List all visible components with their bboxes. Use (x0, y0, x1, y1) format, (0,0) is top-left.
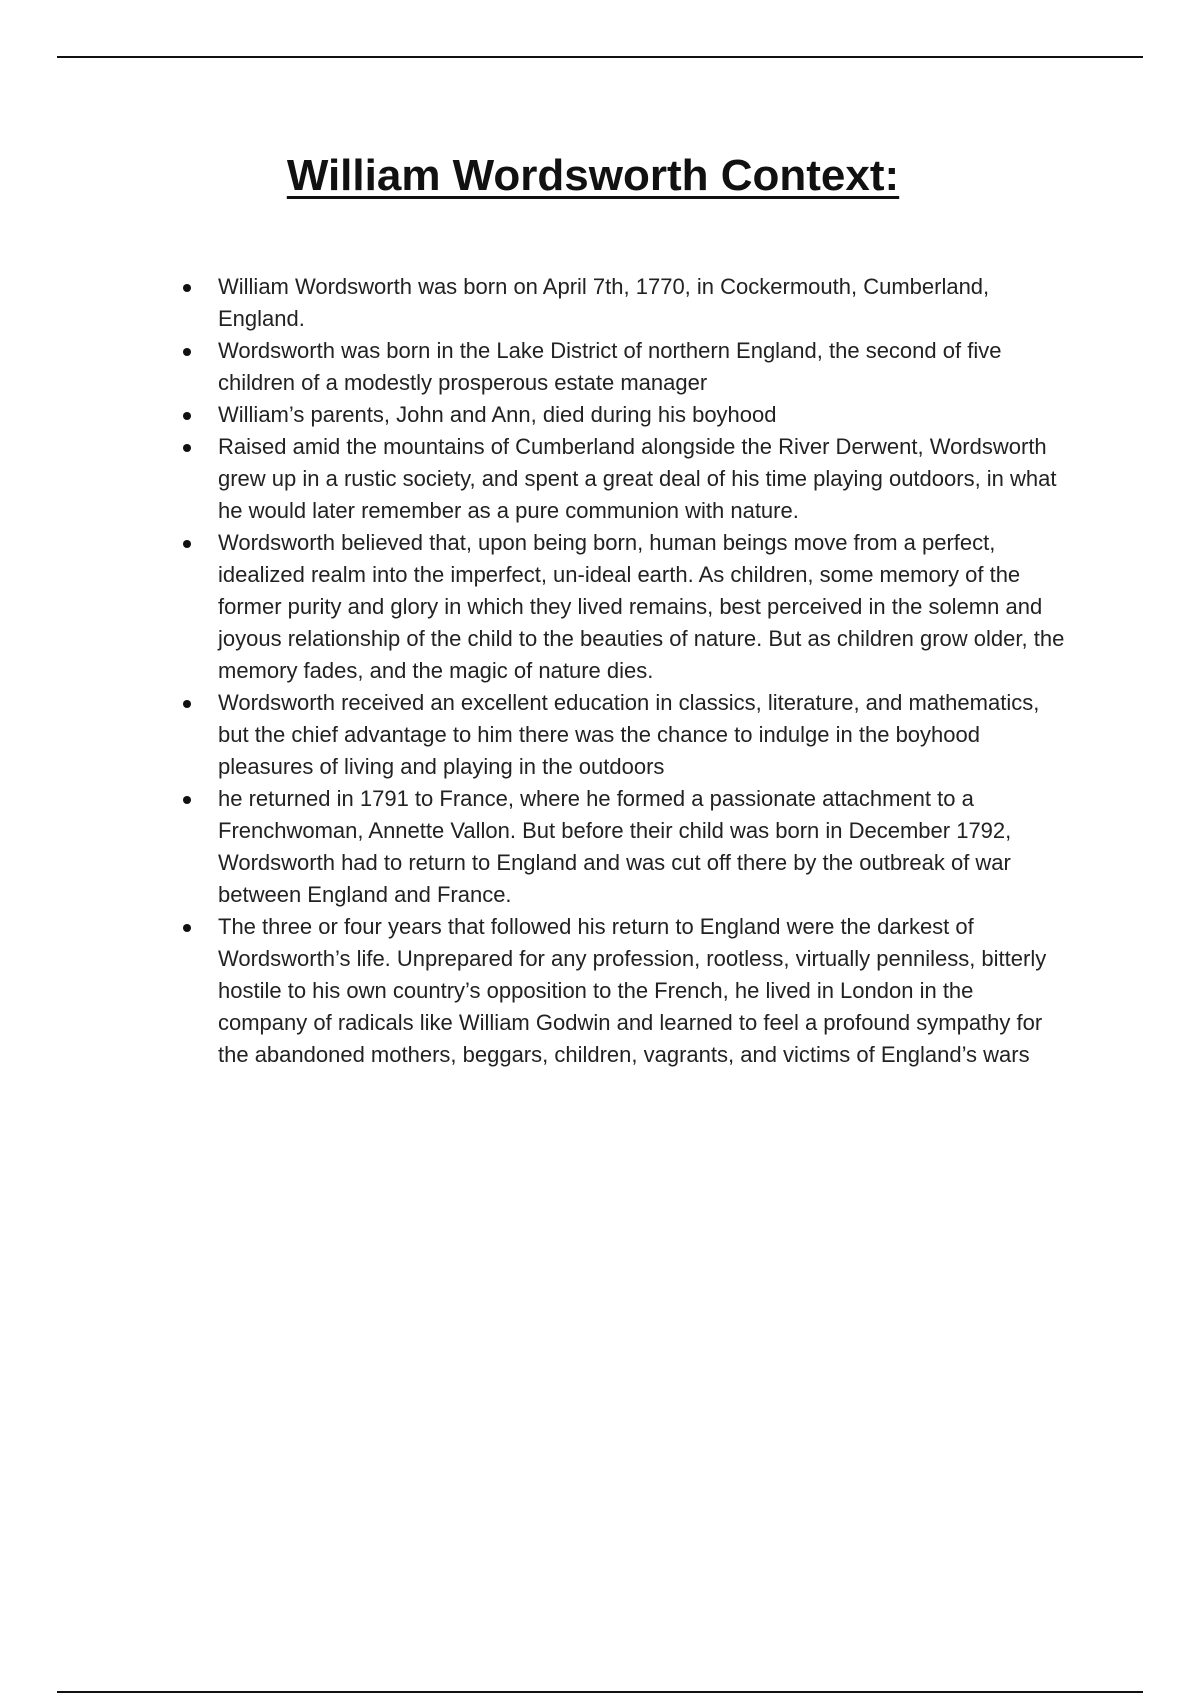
bullet-item (218, 783, 1068, 911)
bullet-icon (183, 348, 191, 356)
bullet-icon (183, 540, 191, 548)
page-title-text: William Wordsworth Context: (286, 151, 900, 200)
top-divider (57, 56, 1143, 58)
bullet-text: Wordsworth was born in the Lake District of northern England, the second of five children of a modestly prosperous estate manager (218, 338, 1002, 395)
bullet-list (218, 271, 1068, 1071)
bullet-icon (183, 444, 191, 452)
bullet-icon (183, 924, 191, 932)
bullet-item (218, 335, 1068, 399)
page-title (0, 150, 1200, 202)
bullet-text: William Wordsworth was born on April 7th, 1770, in Cockermouth, Cumberland, England. (218, 274, 990, 331)
bullet-item (218, 271, 1068, 335)
bullet-text: The three or four years that followed his return to England were the darkest of Wordsworth’s life. Unprepared for any profession, rootless, virtually penniless, bitterly hostile to his own country’s opposition to the French, he lived in London in the company of radicals like William Godwin and learned to feel a profound sympathy for the abandoned mothers, beggars, children, vagrants, and victims of England’s wars (218, 914, 1047, 1067)
bullet-icon (183, 412, 191, 420)
bullet-text: William’s parents, John and Ann, died during his boyhood (218, 402, 777, 427)
bullet-item (218, 527, 1068, 687)
bullet-item (218, 399, 1068, 431)
bullet-item (218, 431, 1068, 527)
bullet-text: he returned in 1791 to France, where he formed a passionate attachment to a Frenchwoman, Annette Vallon. But before their child was born in December 1792, Wordsworth had to return to England and was cut off there by the outbreak of war between England and France. (218, 786, 1012, 907)
bullet-icon (183, 700, 191, 708)
bullet-item (218, 911, 1068, 1071)
bullet-icon (183, 796, 191, 804)
bullet-text: Wordsworth received an excellent education in classics, literature, and mathematics, but the chief advantage to him there was the chance to indulge in the boyhood pleasures of living and playing in the outdoors (218, 690, 1040, 779)
bullet-item (218, 687, 1068, 783)
bullet-text: Wordsworth believed that, upon being born, human beings move from a perfect, idealized realm into the imperfect, un-ideal earth. As children, some memory of the former purity and glory in which they lived remains, best perceived in the solemn and joyous relationship of the child to the beauties of nature. But as children grow older, the memory fades, and the magic of nature dies. (218, 530, 1065, 683)
bullet-icon (183, 284, 191, 292)
bullet-text: Raised amid the mountains of Cumberland alongside the River Derwent, Wordsworth grew up in a rustic society, and spent a great deal of his time playing outdoors, in what he would later remember as a pure communion with nature. (218, 434, 1057, 523)
bottom-divider (57, 1691, 1143, 1693)
